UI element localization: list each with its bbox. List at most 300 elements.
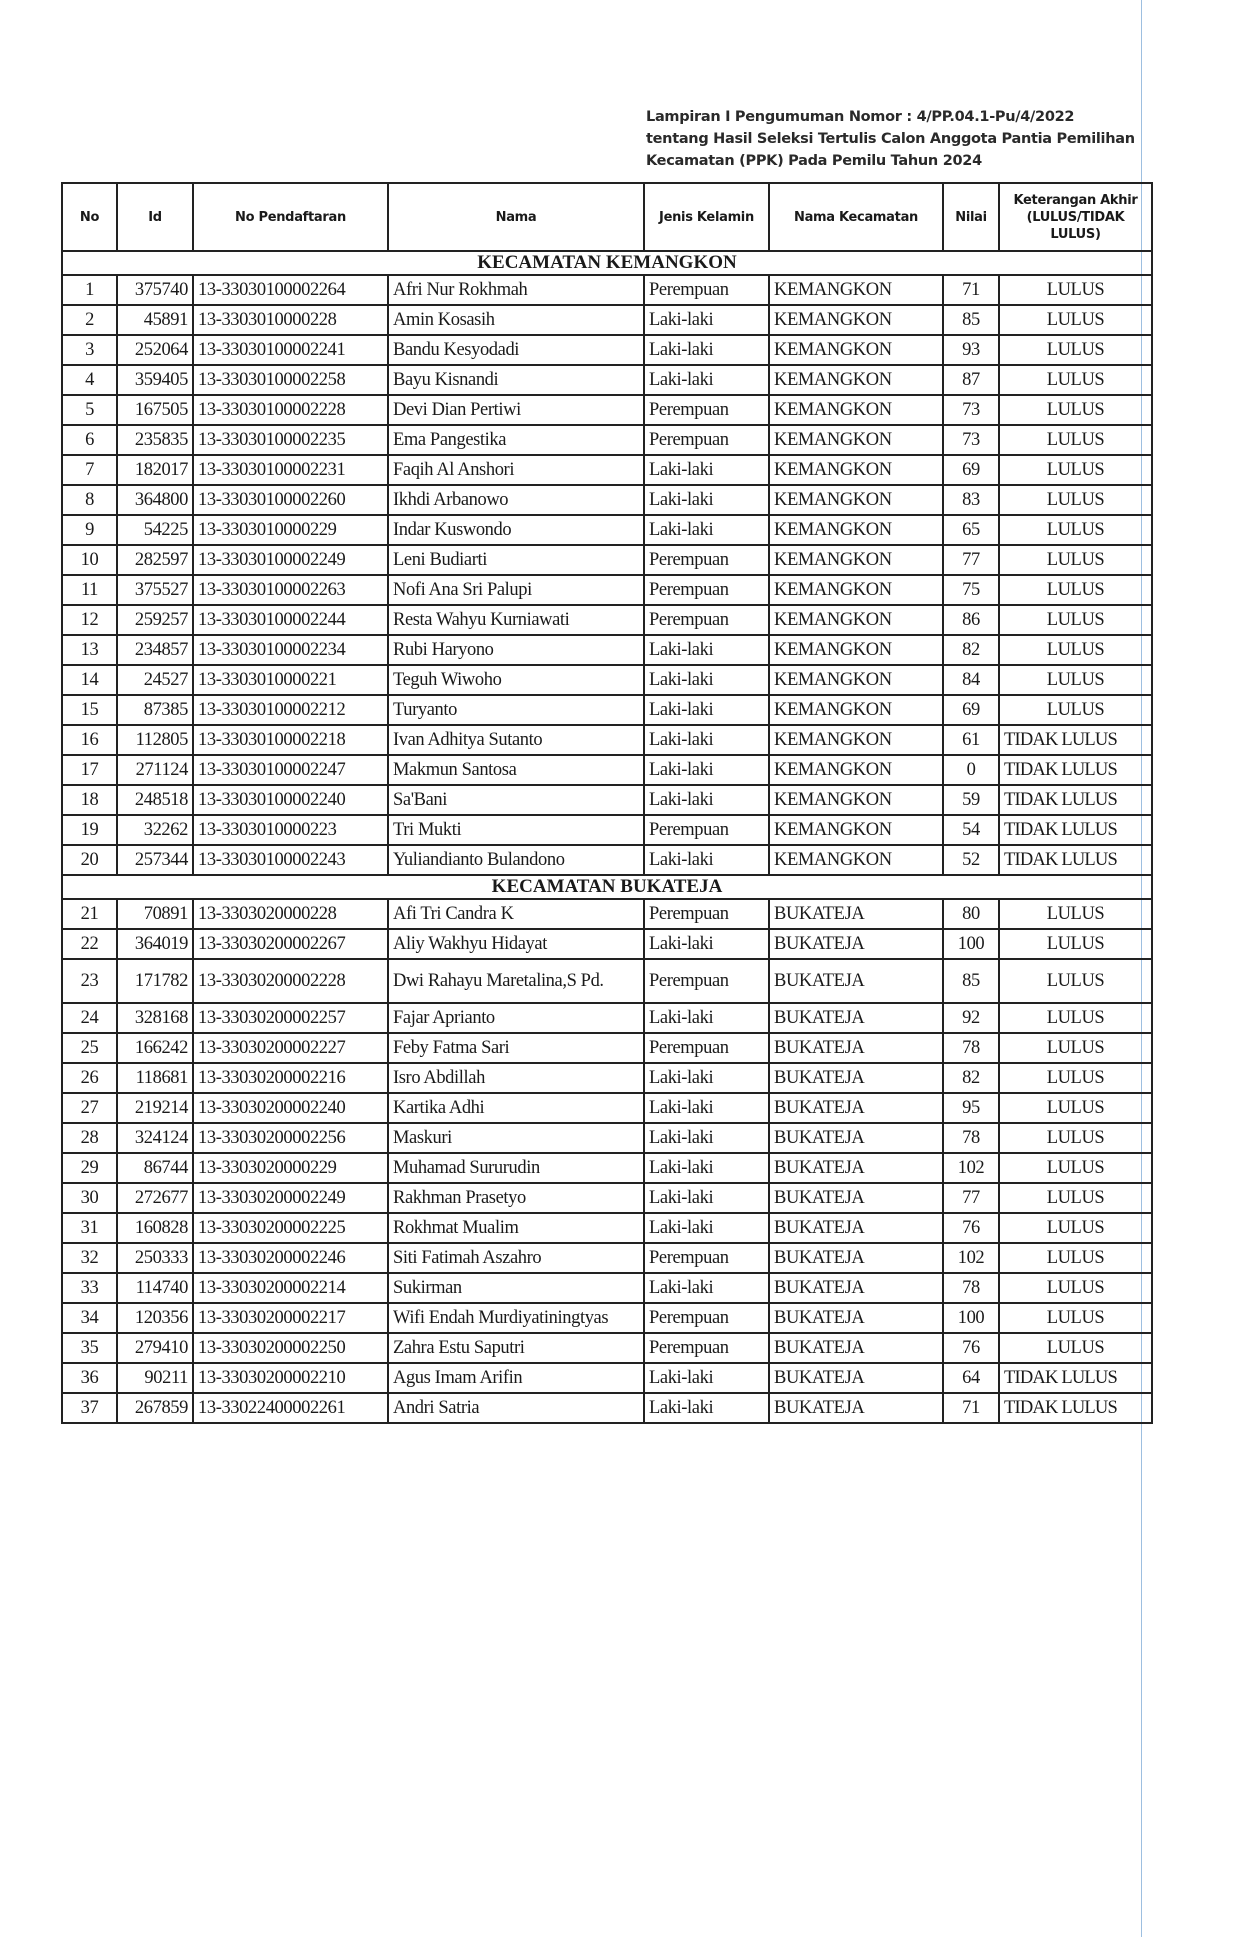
cell-nama: Bandu Kesyodadi bbox=[388, 335, 644, 365]
cell-id: 90211 bbox=[117, 1363, 193, 1393]
cell-id: 112805 bbox=[117, 725, 193, 755]
cell-keterangan: LULUS bbox=[999, 455, 1152, 485]
cell-jenis-kelamin: Laki-laki bbox=[644, 1393, 769, 1423]
cell-no: 3 bbox=[62, 335, 117, 365]
cell-nama: Resta Wahyu Kurniawati bbox=[388, 605, 644, 635]
header-id: Id bbox=[117, 183, 193, 251]
cell-nilai: 77 bbox=[943, 1183, 999, 1213]
cell-no: 16 bbox=[62, 725, 117, 755]
cell-no: 12 bbox=[62, 605, 117, 635]
cell-nama-kecamatan: BUKATEJA bbox=[769, 1393, 943, 1423]
cell-jenis-kelamin: Perempuan bbox=[644, 545, 769, 575]
cell-nilai: 54 bbox=[943, 815, 999, 845]
cell-nama-kecamatan: BUKATEJA bbox=[769, 1063, 943, 1093]
cell-id: 45891 bbox=[117, 305, 193, 335]
cell-nama: Teguh Wiwoho bbox=[388, 665, 644, 695]
cell-keterangan: LULUS bbox=[999, 959, 1152, 1003]
cell-nilai: 85 bbox=[943, 305, 999, 335]
cell-no-pendaftaran: 13-33030100002258 bbox=[193, 365, 388, 395]
cell-no: 20 bbox=[62, 845, 117, 875]
cell-no: 6 bbox=[62, 425, 117, 455]
cell-nama-kecamatan: BUKATEJA bbox=[769, 1273, 943, 1303]
cell-nama: Tri Mukti bbox=[388, 815, 644, 845]
cell-keterangan: LULUS bbox=[999, 485, 1152, 515]
cell-id: 359405 bbox=[117, 365, 193, 395]
table-row bbox=[62, 275, 1152, 305]
cell-nama: Kartika Adhi bbox=[388, 1093, 644, 1123]
cell-nilai: 83 bbox=[943, 485, 999, 515]
cell-jenis-kelamin: Laki-laki bbox=[644, 335, 769, 365]
cell-nama: Amin Kosasih bbox=[388, 305, 644, 335]
cell-nama-kecamatan: BUKATEJA bbox=[769, 1093, 943, 1123]
cell-keterangan: LULUS bbox=[999, 515, 1152, 545]
table-row bbox=[62, 755, 1152, 785]
table-row bbox=[62, 1033, 1152, 1063]
cell-jenis-kelamin: Perempuan bbox=[644, 959, 769, 1003]
table-row bbox=[62, 515, 1152, 545]
cell-nama-kecamatan: KEMANGKON bbox=[769, 335, 943, 365]
cell-no-pendaftaran: 13-33030100002247 bbox=[193, 755, 388, 785]
cell-keterangan: LULUS bbox=[999, 365, 1152, 395]
cell-no-pendaftaran: 13-33030200002249 bbox=[193, 1183, 388, 1213]
cell-nama-kecamatan: KEMANGKON bbox=[769, 305, 943, 335]
cell-nilai: 78 bbox=[943, 1273, 999, 1303]
table-row bbox=[62, 605, 1152, 635]
cell-id: 257344 bbox=[117, 845, 193, 875]
cell-nama-kecamatan: BUKATEJA bbox=[769, 1183, 943, 1213]
cell-nama: Agus Imam Arifin bbox=[388, 1363, 644, 1393]
cell-nilai: 75 bbox=[943, 575, 999, 605]
cell-nilai: 59 bbox=[943, 785, 999, 815]
cell-keterangan: LULUS bbox=[999, 335, 1152, 365]
table-row bbox=[62, 1153, 1152, 1183]
header-keterangan bbox=[999, 183, 1152, 251]
cell-jenis-kelamin: Perempuan bbox=[644, 1303, 769, 1333]
cell-nama: Dwi Rahayu Maretalina,S Pd. bbox=[388, 959, 644, 1003]
caption-line-2: tentang Hasil Seleksi Tertulis Calon Anggota Pantia Pemilihan bbox=[646, 131, 1135, 147]
cell-nama-kecamatan: BUKATEJA bbox=[769, 1003, 943, 1033]
cell-id: 87385 bbox=[117, 695, 193, 725]
cell-no: 28 bbox=[62, 1123, 117, 1153]
cell-nama: Ema Pangestika bbox=[388, 425, 644, 455]
cell-no-pendaftaran: 13-33030100002263 bbox=[193, 575, 388, 605]
cell-no: 27 bbox=[62, 1093, 117, 1123]
cell-no: 36 bbox=[62, 1363, 117, 1393]
cell-id: 364019 bbox=[117, 929, 193, 959]
cell-no: 1 bbox=[62, 275, 117, 305]
cell-nama-kecamatan: KEMANGKON bbox=[769, 455, 943, 485]
cell-keterangan: TIDAK LULUS bbox=[999, 785, 1152, 815]
cell-jenis-kelamin: Laki-laki bbox=[644, 785, 769, 815]
cell-nama-kecamatan: BUKATEJA bbox=[769, 1333, 943, 1363]
header-nilai: Nilai bbox=[943, 183, 999, 251]
table-row bbox=[62, 695, 1152, 725]
cell-keterangan: LULUS bbox=[999, 1153, 1152, 1183]
cell-no-pendaftaran: 13-33030200002214 bbox=[193, 1273, 388, 1303]
cell-keterangan: LULUS bbox=[999, 899, 1152, 929]
cell-keterangan: TIDAK LULUS bbox=[999, 845, 1152, 875]
cell-no: 17 bbox=[62, 755, 117, 785]
cell-keterangan: LULUS bbox=[999, 1333, 1152, 1363]
cell-nilai: 77 bbox=[943, 545, 999, 575]
cell-nilai: 0 bbox=[943, 755, 999, 785]
document-caption bbox=[646, 106, 1135, 172]
cell-nama-kecamatan: BUKATEJA bbox=[769, 1123, 943, 1153]
cell-nama-kecamatan: BUKATEJA bbox=[769, 929, 943, 959]
cell-no: 29 bbox=[62, 1153, 117, 1183]
cell-jenis-kelamin: Laki-laki bbox=[644, 305, 769, 335]
cell-no-pendaftaran: 13-3303010000229 bbox=[193, 515, 388, 545]
cell-jenis-kelamin: Perempuan bbox=[644, 899, 769, 929]
cell-nilai: 102 bbox=[943, 1153, 999, 1183]
cell-nama: Maskuri bbox=[388, 1123, 644, 1153]
cell-id: 279410 bbox=[117, 1333, 193, 1363]
cell-nama-kecamatan: KEMANGKON bbox=[769, 485, 943, 515]
cell-nama-kecamatan: KEMANGKON bbox=[769, 605, 943, 635]
section-title: KECAMATAN KEMANGKON bbox=[62, 251, 1152, 275]
cell-no: 10 bbox=[62, 545, 117, 575]
table-row bbox=[62, 575, 1152, 605]
cell-nilai: 102 bbox=[943, 1243, 999, 1273]
table-row bbox=[62, 305, 1152, 335]
cell-no-pendaftaran: 13-33030200002216 bbox=[193, 1063, 388, 1093]
cell-nama: Andri Satria bbox=[388, 1393, 644, 1423]
cell-nilai: 87 bbox=[943, 365, 999, 395]
cell-nama: Bayu Kisnandi bbox=[388, 365, 644, 395]
cell-nama: Fajar Aprianto bbox=[388, 1003, 644, 1033]
cell-nama: Zahra Estu Saputri bbox=[388, 1333, 644, 1363]
section-header-row bbox=[62, 875, 1152, 899]
cell-no: 4 bbox=[62, 365, 117, 395]
cell-nama-kecamatan: KEMANGKON bbox=[769, 365, 943, 395]
cell-nama-kecamatan: KEMANGKON bbox=[769, 515, 943, 545]
table-row bbox=[62, 929, 1152, 959]
cell-no-pendaftaran: 13-33022400002261 bbox=[193, 1393, 388, 1423]
cell-jenis-kelamin: Laki-laki bbox=[644, 845, 769, 875]
section-title: KECAMATAN BUKATEJA bbox=[62, 875, 1152, 899]
cell-nama-kecamatan: BUKATEJA bbox=[769, 1303, 943, 1333]
cell-id: 54225 bbox=[117, 515, 193, 545]
cell-nama-kecamatan: KEMANGKON bbox=[769, 785, 943, 815]
table-row bbox=[62, 1003, 1152, 1033]
cell-jenis-kelamin: Laki-laki bbox=[644, 635, 769, 665]
cell-nama: Aliy Wakhyu Hidayat bbox=[388, 929, 644, 959]
cell-no-pendaftaran: 13-3303010000221 bbox=[193, 665, 388, 695]
cell-nilai: 100 bbox=[943, 929, 999, 959]
cell-keterangan: LULUS bbox=[999, 635, 1152, 665]
cell-id: 118681 bbox=[117, 1063, 193, 1093]
table-row bbox=[62, 365, 1152, 395]
cell-jenis-kelamin: Laki-laki bbox=[644, 1153, 769, 1183]
cell-nama: Indar Kuswondo bbox=[388, 515, 644, 545]
cell-id: 375527 bbox=[117, 575, 193, 605]
table-row bbox=[62, 1393, 1152, 1423]
cell-jenis-kelamin: Perempuan bbox=[644, 1243, 769, 1273]
cell-nilai: 84 bbox=[943, 665, 999, 695]
cell-id: 271124 bbox=[117, 755, 193, 785]
cell-no-pendaftaran: 13-33030200002267 bbox=[193, 929, 388, 959]
cell-jenis-kelamin: Laki-laki bbox=[644, 725, 769, 755]
cell-no: 31 bbox=[62, 1213, 117, 1243]
cell-nama-kecamatan: BUKATEJA bbox=[769, 1243, 943, 1273]
cell-nama-kecamatan: KEMANGKON bbox=[769, 545, 943, 575]
table-row bbox=[62, 1363, 1152, 1393]
cell-jenis-kelamin: Perempuan bbox=[644, 395, 769, 425]
cell-nilai: 80 bbox=[943, 899, 999, 929]
cell-no: 5 bbox=[62, 395, 117, 425]
cell-jenis-kelamin: Perempuan bbox=[644, 815, 769, 845]
cell-id: 282597 bbox=[117, 545, 193, 575]
cell-jenis-kelamin: Perempuan bbox=[644, 1333, 769, 1363]
cell-nama-kecamatan: KEMANGKON bbox=[769, 815, 943, 845]
header-keterangan-line2: (LULUS/TIDAK bbox=[1026, 209, 1125, 225]
header-jenis-kelamin: Jenis Kelamin bbox=[644, 183, 769, 251]
cell-nilai: 93 bbox=[943, 335, 999, 365]
cell-id: 86744 bbox=[117, 1153, 193, 1183]
cell-nama-kecamatan: KEMANGKON bbox=[769, 275, 943, 305]
cell-nama: Sukirman bbox=[388, 1273, 644, 1303]
cell-nama: Rokhmat Mualim bbox=[388, 1213, 644, 1243]
cell-nama-kecamatan: BUKATEJA bbox=[769, 899, 943, 929]
cell-jenis-kelamin: Laki-laki bbox=[644, 485, 769, 515]
cell-id: 70891 bbox=[117, 899, 193, 929]
cell-jenis-kelamin: Laki-laki bbox=[644, 695, 769, 725]
cell-no-pendaftaran: 13-33030200002210 bbox=[193, 1363, 388, 1393]
cell-no: 7 bbox=[62, 455, 117, 485]
cell-no-pendaftaran: 13-33030100002264 bbox=[193, 275, 388, 305]
table-row bbox=[62, 1213, 1152, 1243]
header-no-pendaftaran: No Pendaftaran bbox=[193, 183, 388, 251]
cell-id: 171782 bbox=[117, 959, 193, 1003]
cell-nama-kecamatan: KEMANGKON bbox=[769, 665, 943, 695]
cell-nilai: 95 bbox=[943, 1093, 999, 1123]
cell-no: 11 bbox=[62, 575, 117, 605]
table-row bbox=[62, 635, 1152, 665]
cell-nama: Turyanto bbox=[388, 695, 644, 725]
cell-keterangan: LULUS bbox=[999, 1243, 1152, 1273]
cell-id: 235835 bbox=[117, 425, 193, 455]
results-table bbox=[61, 182, 1153, 1424]
cell-nilai: 86 bbox=[943, 605, 999, 635]
cell-nama: Wifi Endah Murdiyatiningtyas bbox=[388, 1303, 644, 1333]
cell-no-pendaftaran: 13-33030200002228 bbox=[193, 959, 388, 1003]
cell-no-pendaftaran: 13-3303010000228 bbox=[193, 305, 388, 335]
cell-no-pendaftaran: 13-33030200002217 bbox=[193, 1303, 388, 1333]
cell-id: 267859 bbox=[117, 1393, 193, 1423]
table-row bbox=[62, 725, 1152, 755]
cell-no: 34 bbox=[62, 1303, 117, 1333]
cell-nilai: 78 bbox=[943, 1033, 999, 1063]
cell-no-pendaftaran: 13-33030200002257 bbox=[193, 1003, 388, 1033]
cell-no: 30 bbox=[62, 1183, 117, 1213]
cell-keterangan: LULUS bbox=[999, 545, 1152, 575]
cell-jenis-kelamin: Laki-laki bbox=[644, 1213, 769, 1243]
cell-id: 24527 bbox=[117, 665, 193, 695]
cell-nama-kecamatan: BUKATEJA bbox=[769, 1213, 943, 1243]
cell-no-pendaftaran: 13-3303020000229 bbox=[193, 1153, 388, 1183]
cell-no: 19 bbox=[62, 815, 117, 845]
cell-no-pendaftaran: 13-33030100002260 bbox=[193, 485, 388, 515]
cell-nilai: 85 bbox=[943, 959, 999, 1003]
cell-nama: Ivan Adhitya Sutanto bbox=[388, 725, 644, 755]
cell-nilai: 64 bbox=[943, 1363, 999, 1393]
cell-nama-kecamatan: KEMANGKON bbox=[769, 635, 943, 665]
cell-no: 25 bbox=[62, 1033, 117, 1063]
table-row bbox=[62, 545, 1152, 575]
cell-no: 33 bbox=[62, 1273, 117, 1303]
cell-keterangan: LULUS bbox=[999, 1123, 1152, 1153]
header-nama: Nama bbox=[388, 183, 644, 251]
cell-no: 22 bbox=[62, 929, 117, 959]
cell-nama: Leni Budiarti bbox=[388, 545, 644, 575]
cell-no-pendaftaran: 13-3303010000223 bbox=[193, 815, 388, 845]
cell-jenis-kelamin: Laki-laki bbox=[644, 455, 769, 485]
cell-id: 375740 bbox=[117, 275, 193, 305]
table-row bbox=[62, 395, 1152, 425]
cell-nama-kecamatan: KEMANGKON bbox=[769, 575, 943, 605]
cell-nama-kecamatan: KEMANGKON bbox=[769, 755, 943, 785]
table-row bbox=[62, 959, 1152, 1003]
cell-jenis-kelamin: Laki-laki bbox=[644, 1003, 769, 1033]
table-row bbox=[62, 1333, 1152, 1363]
cell-nilai: 82 bbox=[943, 635, 999, 665]
cell-keterangan: LULUS bbox=[999, 695, 1152, 725]
cell-nama: Isro Abdillah bbox=[388, 1063, 644, 1093]
cell-id: 248518 bbox=[117, 785, 193, 815]
cell-no-pendaftaran: 13-33030200002256 bbox=[193, 1123, 388, 1153]
cell-no-pendaftaran: 13-33030100002241 bbox=[193, 335, 388, 365]
cell-nama-kecamatan: BUKATEJA bbox=[769, 1363, 943, 1393]
cell-no: 2 bbox=[62, 305, 117, 335]
table-row bbox=[62, 785, 1152, 815]
cell-nilai: 76 bbox=[943, 1333, 999, 1363]
cell-nama: Ikhdi Arbanowo bbox=[388, 485, 644, 515]
cell-no: 18 bbox=[62, 785, 117, 815]
cell-nilai: 76 bbox=[943, 1213, 999, 1243]
cell-nama: Afri Nur Rokhmah bbox=[388, 275, 644, 305]
cell-nilai: 69 bbox=[943, 455, 999, 485]
cell-id: 250333 bbox=[117, 1243, 193, 1273]
cell-jenis-kelamin: Laki-laki bbox=[644, 1363, 769, 1393]
cell-no-pendaftaran: 13-33030200002240 bbox=[193, 1093, 388, 1123]
cell-nama: Feby Fatma Sari bbox=[388, 1033, 644, 1063]
cell-no: 15 bbox=[62, 695, 117, 725]
cell-no-pendaftaran: 13-33030200002227 bbox=[193, 1033, 388, 1063]
cell-no-pendaftaran: 13-3303020000228 bbox=[193, 899, 388, 929]
caption-line-3: Kecamatan (PPK) Pada Pemilu Tahun 2024 bbox=[646, 153, 982, 169]
cell-jenis-kelamin: Laki-laki bbox=[644, 1123, 769, 1153]
cell-jenis-kelamin: Perempuan bbox=[644, 575, 769, 605]
cell-no-pendaftaran: 13-33030100002231 bbox=[193, 455, 388, 485]
section-header-row bbox=[62, 251, 1152, 275]
cell-no-pendaftaran: 13-33030100002235 bbox=[193, 425, 388, 455]
cell-nama: Yuliandianto Bulandono bbox=[388, 845, 644, 875]
cell-nama-kecamatan: KEMANGKON bbox=[769, 845, 943, 875]
cell-id: 364800 bbox=[117, 485, 193, 515]
table-row bbox=[62, 1183, 1152, 1213]
cell-keterangan: TIDAK LULUS bbox=[999, 1393, 1152, 1423]
cell-nilai: 92 bbox=[943, 1003, 999, 1033]
cell-no: 9 bbox=[62, 515, 117, 545]
cell-no-pendaftaran: 13-33030100002240 bbox=[193, 785, 388, 815]
cell-id: 120356 bbox=[117, 1303, 193, 1333]
cell-no-pendaftaran: 13-33030100002249 bbox=[193, 545, 388, 575]
cell-no-pendaftaran: 13-33030100002244 bbox=[193, 605, 388, 635]
cell-nama: Rubi Haryono bbox=[388, 635, 644, 665]
header-keterangan-line3: LULUS) bbox=[1050, 226, 1101, 242]
cell-no-pendaftaran: 13-33030100002212 bbox=[193, 695, 388, 725]
cell-nama-kecamatan: BUKATEJA bbox=[769, 1153, 943, 1183]
table-row bbox=[62, 1093, 1152, 1123]
cell-keterangan: LULUS bbox=[999, 395, 1152, 425]
cell-keterangan: TIDAK LULUS bbox=[999, 815, 1152, 845]
table-row bbox=[62, 335, 1152, 365]
table-row bbox=[62, 665, 1152, 695]
cell-no: 14 bbox=[62, 665, 117, 695]
cell-no: 32 bbox=[62, 1243, 117, 1273]
header-no: No bbox=[62, 183, 117, 251]
cell-jenis-kelamin: Laki-laki bbox=[644, 665, 769, 695]
table-row bbox=[62, 1063, 1152, 1093]
cell-nama: Makmun Santosa bbox=[388, 755, 644, 785]
table-row bbox=[62, 1303, 1152, 1333]
header-keterangan-line1: Keterangan Akhir bbox=[1013, 192, 1138, 208]
cell-keterangan: LULUS bbox=[999, 1213, 1152, 1243]
cell-keterangan: LULUS bbox=[999, 1063, 1152, 1093]
cell-no: 23 bbox=[62, 959, 117, 1003]
cell-id: 259257 bbox=[117, 605, 193, 635]
cell-keterangan: LULUS bbox=[999, 425, 1152, 455]
cell-nama: Afi Tri Candra K bbox=[388, 899, 644, 929]
cell-keterangan: LULUS bbox=[999, 605, 1152, 635]
cell-keterangan: LULUS bbox=[999, 275, 1152, 305]
cell-keterangan: LULUS bbox=[999, 1183, 1152, 1213]
cell-jenis-kelamin: Laki-laki bbox=[644, 515, 769, 545]
cell-keterangan: TIDAK LULUS bbox=[999, 1363, 1152, 1393]
cell-jenis-kelamin: Laki-laki bbox=[644, 1063, 769, 1093]
cell-keterangan: LULUS bbox=[999, 575, 1152, 605]
table-body bbox=[62, 251, 1152, 1423]
cell-no-pendaftaran: 13-33030200002225 bbox=[193, 1213, 388, 1243]
cell-nilai: 73 bbox=[943, 395, 999, 425]
cell-id: 328168 bbox=[117, 1003, 193, 1033]
cell-nama: Sa'Bani bbox=[388, 785, 644, 815]
cell-id: 114740 bbox=[117, 1273, 193, 1303]
cell-no: 8 bbox=[62, 485, 117, 515]
cell-keterangan: LULUS bbox=[999, 665, 1152, 695]
cell-no-pendaftaran: 13-33030200002246 bbox=[193, 1243, 388, 1273]
cell-jenis-kelamin: Laki-laki bbox=[644, 929, 769, 959]
cell-no-pendaftaran: 13-33030100002218 bbox=[193, 725, 388, 755]
cell-jenis-kelamin: Laki-laki bbox=[644, 1183, 769, 1213]
cell-no: 13 bbox=[62, 635, 117, 665]
cell-jenis-kelamin: Perempuan bbox=[644, 275, 769, 305]
cell-id: 166242 bbox=[117, 1033, 193, 1063]
cell-nilai: 65 bbox=[943, 515, 999, 545]
cell-keterangan: LULUS bbox=[999, 1303, 1152, 1333]
table-row bbox=[62, 1243, 1152, 1273]
table-row bbox=[62, 485, 1152, 515]
cell-id: 167505 bbox=[117, 395, 193, 425]
table-row bbox=[62, 1123, 1152, 1153]
table-row bbox=[62, 815, 1152, 845]
table-row bbox=[62, 455, 1152, 485]
cell-nama-kecamatan: KEMANGKON bbox=[769, 695, 943, 725]
cell-id: 252064 bbox=[117, 335, 193, 365]
cell-id: 272677 bbox=[117, 1183, 193, 1213]
cell-keterangan: LULUS bbox=[999, 1273, 1152, 1303]
cell-id: 182017 bbox=[117, 455, 193, 485]
